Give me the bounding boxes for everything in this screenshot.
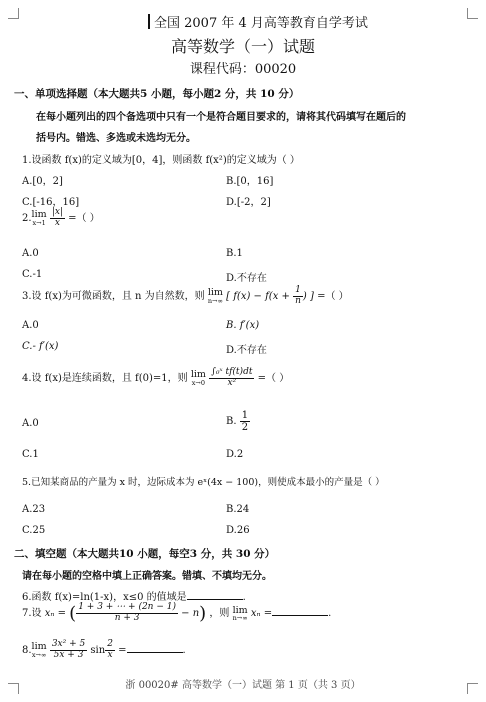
q8-sin-num: 2 xyxy=(107,639,113,649)
q8-limit xyxy=(32,642,47,658)
q1-option-b: B.[0，16] xyxy=(226,176,274,187)
q2-option-b: B.1 xyxy=(226,248,243,259)
q7-limit xyxy=(233,606,248,622)
q5-option-d: D.26 xyxy=(226,525,250,536)
q3-suffix: =（ ） xyxy=(317,290,349,302)
q1-option-c: C.[-16，16] xyxy=(22,197,80,208)
exam-line xyxy=(148,12,368,31)
crop-mark-top-right xyxy=(467,8,478,19)
q7-then: ，则 xyxy=(209,608,230,619)
q3-option-d: D.不存在 xyxy=(226,345,267,356)
question-1: 1.设函数 f(x)的定义域为[0，4]，则函数 f(x²)的定义域为（ ） xyxy=(22,155,300,166)
q7-fraction xyxy=(76,603,178,624)
q8-sin-den: x xyxy=(107,649,113,660)
q3-den: n xyxy=(295,295,301,306)
page-footer: 浙 00020# 高等数学（一）试题 第 1 页（共 3 页） xyxy=(125,680,361,691)
q6-text: 6.函数 f(x)=ln(1-x)，x≤0 的值域是 xyxy=(22,592,187,603)
q4-prefix: 4.设 f(x)是连续函数，且 f(0)=1，则 xyxy=(22,372,188,384)
q8-den: 5x + 3 xyxy=(53,649,84,660)
question-2 xyxy=(22,208,100,229)
q7-var: xₙ = xyxy=(44,608,66,619)
q4-option-b xyxy=(226,410,250,433)
q7-lim-sub: n→∞ xyxy=(232,614,248,622)
question-5: 5.已知某商品的产量为 x 时，边际成本为 eˣ(4x − 100)，则使成本最小的产量是（ ） xyxy=(22,477,385,488)
q8-lim: lim xyxy=(31,641,47,653)
q5-option-b: B.24 xyxy=(226,504,250,515)
section1-instruction-1: 在每小题列出的四个备选项中只有一个是符合题目要求的，请将其代码填写在题后的 xyxy=(36,112,406,123)
q2-fraction xyxy=(50,208,65,229)
q5-option-c: C.25 xyxy=(22,525,46,536)
q4-option-b-prefix: B. xyxy=(226,416,237,427)
q3-option-b: B. f′(x) xyxy=(226,320,260,331)
q3-option-c: C.- f′(x) xyxy=(22,341,59,352)
q8-eq: = xyxy=(118,644,127,656)
q1-option-a: A.[0，2] xyxy=(22,176,63,187)
fill-question-8 xyxy=(22,640,186,661)
crop-mark-top-left xyxy=(8,8,19,19)
q4-b-num: 1 xyxy=(241,410,249,421)
q4-suffix: =（ ） xyxy=(257,372,290,384)
q6-answer-blank[interactable] xyxy=(187,590,243,600)
fill-question-6 xyxy=(22,588,246,603)
q6-end: . xyxy=(242,592,246,603)
q7-den: n + 3 xyxy=(114,613,140,623)
fill-question-7 xyxy=(22,603,331,624)
section2-instruction: 请在每小题的空格中填上正确答案。错填、不填均无分。 xyxy=(22,571,272,582)
q4-lim-sub: x→0 xyxy=(191,378,206,387)
q8-sin-fraction xyxy=(105,640,115,661)
q2-prefix: 2. xyxy=(22,212,32,224)
q7-paren-left: ( xyxy=(69,603,77,624)
course-code: 课程代码：00020 xyxy=(189,62,297,77)
section2-heading: 二、填空题（本大题共10 小题，每空3 分，共 30 分） xyxy=(14,548,276,560)
q4-den: x² xyxy=(227,377,237,388)
q7-num: 1 + 3 + ⋯ + (2n − 1) xyxy=(78,602,176,613)
q4-limit xyxy=(191,370,206,386)
page-title: 高等数学（一）试题 xyxy=(170,37,315,56)
q3-limit xyxy=(208,288,223,304)
question-3 xyxy=(22,286,349,307)
q3-prefix: 3.设 f(x)为可微函数，且 n 为自然数，则 xyxy=(22,290,205,302)
q7-paren-right: ) xyxy=(199,603,207,624)
q8-num: 3x² + 5 xyxy=(51,639,86,649)
section1-instruction-2: 括号内。错选、多选或未选均无分。 xyxy=(36,133,196,144)
question-4 xyxy=(22,368,289,389)
section1-heading: 一、单项选择题（本大题共5 小题，每小题2 分，共 10 分） xyxy=(14,88,300,100)
q4-lim: lim xyxy=(190,369,206,381)
q4-option-c: C.1 xyxy=(22,449,39,460)
q3-option-a: A.0 xyxy=(22,320,39,331)
q4-option-d: D.2 xyxy=(226,449,244,460)
q8-lim-sub: x→∞ xyxy=(31,650,47,659)
q7-prefix: 7.设 xyxy=(22,608,42,619)
q8-prefix: 8. xyxy=(22,644,32,656)
q4-b-den: 2 xyxy=(241,422,249,433)
q4-option-b-fraction xyxy=(240,410,250,433)
q7-mid: − n xyxy=(181,608,200,619)
q2-option-d: D.不存在 xyxy=(226,273,267,284)
q2-den: x xyxy=(54,217,60,228)
q3-num: 1 xyxy=(293,286,303,297)
q3-expr-end: ) ] xyxy=(302,290,314,302)
q7-lim-var: xₙ = xyxy=(250,608,273,619)
q8-fraction xyxy=(50,640,87,661)
q2-num: |x| xyxy=(51,207,63,217)
q4-option-a: A.0 xyxy=(22,418,39,429)
q4-fraction xyxy=(209,368,254,389)
q3-lim: lim xyxy=(207,287,223,299)
exam-line-text: 全国 2007 年 4 月高等教育自学考试 xyxy=(154,16,368,31)
q5-option-a: A.23 xyxy=(22,504,46,515)
q2-limit xyxy=(32,210,47,226)
q7-lim: lim xyxy=(232,604,248,616)
q3-fraction xyxy=(293,286,303,307)
q2-lim: lim xyxy=(31,209,47,221)
binding-bar-icon xyxy=(148,14,150,29)
q3-expr: [ f(x) − f(x + xyxy=(226,290,294,302)
q2-lim-sub: x→1 xyxy=(32,218,46,227)
q8-sin: sin xyxy=(90,644,106,656)
q2-option-a: A.0 xyxy=(22,248,39,259)
q7-end: . xyxy=(328,608,332,619)
q2-option-c: C.-1 xyxy=(22,269,43,280)
q4-num: ∫₀ˣ tf(t)dt xyxy=(211,367,253,377)
q2-suffix: =（ ） xyxy=(68,212,100,224)
q1-option-d: D.[-2，2] xyxy=(226,197,271,208)
q8-answer-blank[interactable] xyxy=(127,643,183,653)
q3-lim-sub: n→∞ xyxy=(207,296,223,305)
q7-answer-blank[interactable] xyxy=(272,606,328,616)
q8-end: . xyxy=(182,644,186,656)
